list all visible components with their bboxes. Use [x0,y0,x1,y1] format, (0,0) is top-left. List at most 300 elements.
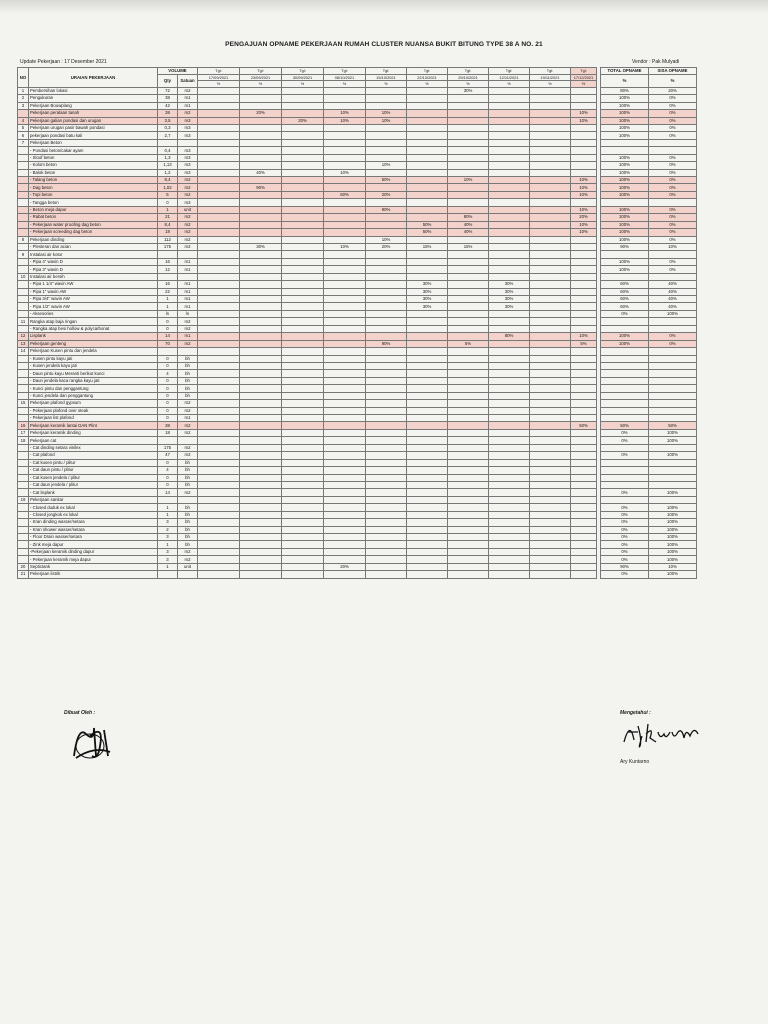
row-progress: 10% [366,162,407,169]
row-progress [282,400,324,407]
row-progress [366,534,407,541]
table-row [18,348,697,355]
row-progress [489,266,530,273]
row-progress [240,303,282,310]
row-progress [366,169,407,176]
row-sisa: 0% [649,236,697,243]
row-qty: 0 [158,377,178,384]
row-progress [407,169,448,176]
row-total: 100% [601,258,649,265]
row-item: Pekerjaan cat [29,437,158,444]
row-progress [448,496,489,503]
row-progress [366,273,407,280]
row-sisa: 50% [649,422,697,429]
row-progress [324,132,366,139]
table-row [18,526,697,533]
row-unit: bh [178,474,198,481]
row-qty: 0 [158,362,178,369]
row-progress: 10% [571,333,597,340]
row-total [601,392,649,399]
row-progress [240,162,282,169]
row-total [601,147,649,154]
row-sisa [649,496,697,503]
row-unit: m3 [178,147,198,154]
row-progress [366,184,407,191]
row-progress [530,132,571,139]
table-row [18,221,697,228]
row-progress [530,526,571,533]
row-progress [198,251,240,258]
row-qty: 4 [158,370,178,377]
row-progress [198,511,240,518]
row-progress: 30% [489,303,530,310]
row-progress [530,444,571,451]
row-progress [407,132,448,139]
row-progress [530,310,571,317]
row-qty: 112 [158,236,178,243]
row-item: - Kusen jendela kayu jati [29,362,158,369]
row-progress [448,400,489,407]
row-progress [571,362,597,369]
row-progress [324,526,366,533]
row-progress [282,541,324,548]
row-progress [366,459,407,466]
row-progress [489,355,530,362]
row-progress [198,459,240,466]
table-row [18,362,697,369]
row-number [18,370,29,377]
row-item: Instalasi air kotor [29,251,158,258]
row-progress [489,273,530,280]
row-unit: m2 [178,444,198,451]
row-progress [530,243,571,250]
row-progress [407,459,448,466]
row-progress [282,496,324,503]
row-progress [282,362,324,369]
row-progress [489,258,530,265]
table-row [18,392,697,399]
row-progress [489,325,530,332]
row-total: 0% [601,519,649,526]
row-progress [240,504,282,511]
row-sisa: 0% [649,154,697,161]
row-progress [366,504,407,511]
row-progress [448,281,489,288]
row-progress [448,511,489,518]
row-qty: 1,3 [158,154,178,161]
row-progress [282,444,324,451]
row-number [18,459,29,466]
col-satuan-header: Satuan [178,74,198,87]
row-number [18,266,29,273]
row-progress [407,481,448,488]
row-progress [530,377,571,384]
row-progress [282,348,324,355]
row-sisa [649,273,697,280]
row-progress [282,296,324,303]
row-progress [489,206,530,213]
row-progress [448,266,489,273]
row-progress [530,548,571,555]
row-sisa: 0% [649,177,697,184]
row-progress [366,556,407,563]
row-progress [366,362,407,369]
row-sisa [649,392,697,399]
row-unit: bh [178,481,198,488]
row-progress [571,444,597,451]
row-progress [282,437,324,444]
row-progress [489,452,530,459]
row-progress [324,177,366,184]
table-row [18,102,697,109]
row-progress [489,348,530,355]
row-item: - Pekerjaan plafond over steak [29,407,158,414]
row-qty: 1 [158,303,178,310]
row-progress [489,563,530,570]
row-sisa: 40% [649,303,697,310]
row-progress [366,95,407,102]
row-progress [571,318,597,325]
table-row [18,400,697,407]
row-progress [366,526,407,533]
row-unit: unit [178,206,198,213]
row-progress [407,437,448,444]
row-progress [324,154,366,161]
row-number [18,147,29,154]
row-progress [198,444,240,451]
row-unit [178,571,198,578]
row-progress [198,370,240,377]
row-progress: 15% [448,243,489,250]
row-progress [324,377,366,384]
row-progress [571,556,597,563]
row-progress [448,325,489,332]
col-date: 22/10/2021 [407,74,448,81]
row-item: Pekerjaan keramik lantai DAN Plint [29,422,158,429]
row-progress [282,162,324,169]
row-unit: m2 [178,191,198,198]
row-progress [198,296,240,303]
row-progress [282,377,324,384]
table-row [18,548,697,555]
row-sisa [649,467,697,474]
row-total [601,385,649,392]
row-progress [448,407,489,414]
vendor-label: Vendor : Pak Mulyadi [632,59,680,65]
table-row [18,236,697,243]
row-progress [282,504,324,511]
row-progress [489,162,530,169]
row-unit: m1 [178,102,198,109]
handwritten-signature-left [64,716,124,766]
row-progress [366,511,407,518]
row-progress [240,87,282,94]
row-progress [448,377,489,384]
table-row [18,541,697,548]
row-number [18,452,29,459]
row-number [18,229,29,236]
row-number: 14 [18,348,29,355]
col-date-pct: % [324,81,366,88]
row-progress [324,229,366,236]
row-number: 8 [18,236,29,243]
row-progress [489,139,530,146]
row-progress [530,102,571,109]
row-progress [240,348,282,355]
row-progress [282,87,324,94]
row-progress [198,258,240,265]
row-total: 100% [601,214,649,221]
row-total: 100% [601,169,649,176]
row-progress [240,340,282,347]
page-title: PENGAJUAN OPNAME PEKERJAAN RUMAH CLUSTER NUANSA BUKIT BITUNG TYPE 38 A NO. 21 [225,41,543,48]
row-unit [178,139,198,146]
row-progress [198,124,240,131]
row-unit: m2 [178,184,198,191]
row-sisa: 100% [649,429,697,436]
row-sisa: 100% [649,519,697,526]
row-item: - Pondasi beton/cakar ayam [29,147,158,154]
row-total: 100% [601,110,649,117]
row-progress [324,407,366,414]
row-item: - Cat dinding setara vinilex [29,444,158,451]
row-progress [282,556,324,563]
row-unit: m1 [178,303,198,310]
row-progress [407,511,448,518]
row-number: 15 [18,400,29,407]
row-progress [240,318,282,325]
table-body [18,87,697,578]
row-number [18,243,29,250]
row-progress: 30% [407,288,448,295]
table-row [18,489,697,496]
row-progress: 20% [366,243,407,250]
row-progress [489,95,530,102]
row-progress [324,548,366,555]
table-row [18,325,697,332]
row-progress [448,110,489,117]
row-item: - Pipa 1" wavin AW [29,288,158,295]
row-item: - Beton meja dapur [29,206,158,213]
row-progress [530,504,571,511]
row-sisa: 100% [649,511,697,518]
table-row [18,444,697,451]
row-progress [366,541,407,548]
row-progress [282,452,324,459]
row-progress [448,474,489,481]
row-progress [282,266,324,273]
row-progress [366,132,407,139]
row-progress [530,400,571,407]
row-progress [240,385,282,392]
row-progress [571,132,597,139]
row-progress [282,124,324,131]
row-number [18,489,29,496]
row-progress [282,273,324,280]
row-progress: 50% [366,177,407,184]
row-progress [324,214,366,221]
row-progress [407,407,448,414]
table-row [18,229,697,236]
row-item: Pembersihan lokasi [29,87,158,94]
row-progress [324,400,366,407]
row-unit: bh [178,392,198,399]
row-progress [407,162,448,169]
table-row [18,303,697,310]
row-progress: 20% [324,563,366,570]
row-unit: m2 [178,243,198,250]
row-number [18,377,29,384]
row-progress [282,199,324,206]
row-progress [366,407,407,414]
row-progress [366,370,407,377]
scan-edge-shadow [0,0,768,14]
signature-block-right [620,710,740,765]
row-total: 0% [601,548,649,555]
row-number [18,310,29,317]
row-progress [448,303,489,310]
row-progress [240,429,282,436]
row-total: 60% [601,303,649,310]
row-qty: 47 [158,452,178,459]
row-sisa: 20% [649,87,697,94]
row-progress [324,221,366,228]
row-progress [571,169,597,176]
row-unit: bh [178,385,198,392]
row-sisa: 0% [649,162,697,169]
row-progress [530,362,571,369]
row-progress [530,87,571,94]
row-progress [324,489,366,496]
row-progress [282,139,324,146]
row-sisa [649,362,697,369]
row-progress [282,340,324,347]
row-progress [324,162,366,169]
row-progress [366,571,407,578]
row-unit: m3 [178,132,198,139]
row-progress [489,124,530,131]
row-progress [198,467,240,474]
row-progress [366,288,407,295]
row-item: Pekerjaan urugan pasir bawah pondasi [29,124,158,131]
row-progress [407,177,448,184]
row-unit [178,496,198,503]
col-date-label: Tgl: [530,68,571,75]
row-progress [324,459,366,466]
row-total: 0% [601,489,649,496]
row-progress [448,534,489,541]
row-total: 100% [601,236,649,243]
row-progress [240,296,282,303]
row-sisa [649,481,697,488]
row-progress [240,206,282,213]
row-progress [198,392,240,399]
row-progress [489,541,530,548]
row-progress [366,400,407,407]
row-progress [198,177,240,184]
row-total: 100% [601,229,649,236]
row-unit: m3 [178,117,198,124]
row-unit: m3 [178,169,198,176]
col-date: 17/12/2021 [571,74,597,81]
row-progress [366,481,407,488]
row-progress [530,191,571,198]
row-unit: bh [178,467,198,474]
row-number: 12 [18,333,29,340]
row-progress [198,95,240,102]
row-qty: 1 [158,504,178,511]
row-progress [448,333,489,340]
row-progress [448,481,489,488]
row-progress [571,310,597,317]
row-progress [407,273,448,280]
row-progress [198,243,240,250]
row-progress: 30% [240,243,282,250]
row-progress [571,273,597,280]
row-number [18,467,29,474]
table-row [18,296,697,303]
row-item: - Pipa 3/4" wavin AW [29,296,158,303]
col-date: 15/10/2021 [366,74,407,81]
row-progress [530,110,571,117]
opname-table [17,67,697,579]
row-progress [324,325,366,332]
row-item: - Pipa 1/2" wavin AW [29,303,158,310]
row-progress [407,534,448,541]
row-progress [324,303,366,310]
row-qty: 0 [158,400,178,407]
row-progress [489,87,530,94]
table-row [18,258,697,265]
row-progress [571,534,597,541]
row-qty [158,273,178,280]
row-qty: 1 [158,206,178,213]
row-progress [366,385,407,392]
row-progress [366,310,407,317]
row-progress [366,429,407,436]
row-progress [571,266,597,273]
table-row [18,467,697,474]
row-progress [571,258,597,265]
row-progress: 10% [366,117,407,124]
row-item: - Kunci pintu dan penggantung [29,385,158,392]
row-progress [571,400,597,407]
row-item: - Cat daun jendela / plitur [29,481,158,488]
row-progress [282,385,324,392]
col-total-header: TOTAL OPNAME [601,68,649,75]
row-number: 5 [18,124,29,131]
row-unit: m3 [178,199,198,206]
row-sisa: 10% [649,243,697,250]
row-item: - Daun pintu kayu Meranti berikut kunci [29,370,158,377]
row-number [18,415,29,422]
table-row [18,333,697,340]
col-date: 17/09/2021 [198,74,240,81]
col-date-label: Tgl: [489,68,530,75]
row-progress [282,415,324,422]
row-progress [407,392,448,399]
row-progress [448,154,489,161]
row-progress [489,474,530,481]
row-progress [448,452,489,459]
row-progress [240,489,282,496]
row-item: Pekerjaan peralaan tanah [29,110,158,117]
row-qty: 4 [158,467,178,474]
col-date-pct: % [240,81,282,88]
row-progress [366,422,407,429]
row-number [18,214,29,221]
row-progress [324,519,366,526]
